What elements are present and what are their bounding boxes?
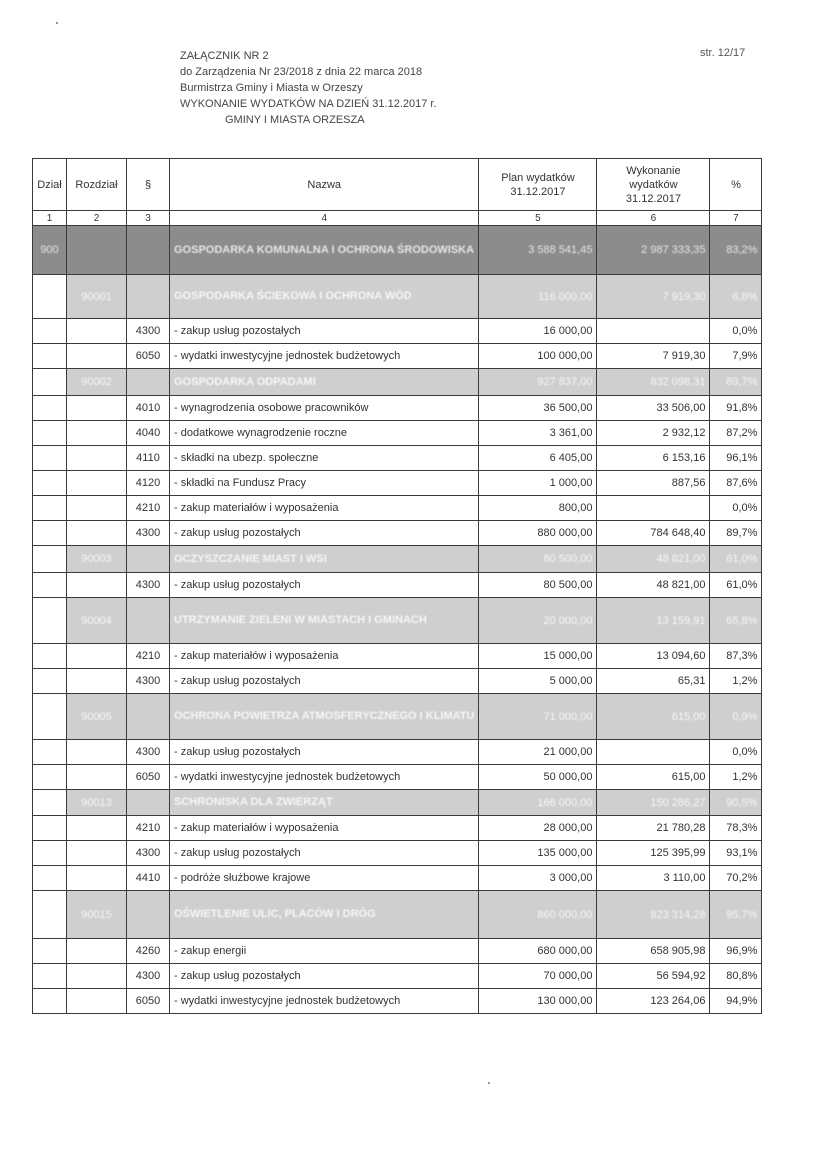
cell-nazwa: - zakup usług pozostałych — [170, 740, 479, 765]
cell-plan — [479, 891, 597, 939]
cell-procent: 7,9% — [710, 344, 762, 369]
cell-dzial — [33, 446, 67, 471]
cell-plan-text: 927 837,00 — [537, 376, 593, 388]
cell-rozdzial — [67, 369, 127, 396]
cell-plan-text: 166 000,00 — [537, 796, 593, 809]
cell-plan: 100 000,00 — [479, 344, 597, 369]
column-number-row — [33, 211, 762, 226]
cell-plan: 36 500,00 — [479, 396, 597, 421]
cell-dzial — [33, 344, 67, 369]
column-number: 5 — [479, 211, 597, 226]
cell-procent: 80,8% — [710, 964, 762, 989]
cell-plan-text: 71 000,00 — [543, 710, 593, 723]
cell-rozdzial — [67, 790, 127, 816]
cell-procent — [710, 369, 762, 396]
cell-nazwa: - składki na ubezp. społeczne — [170, 446, 479, 471]
issuer-line: Burmistrza Gminy i Miasta w Orzeszy — [180, 82, 363, 94]
cell-rozdzial-text: 90001 — [81, 290, 112, 303]
cell-rozdzial — [67, 765, 127, 790]
cell-plan-text: 116 000,00 — [538, 290, 593, 303]
cell-nazwa — [170, 598, 479, 644]
cell-procent: 0,0% — [710, 740, 762, 765]
cell-procent: 78,3% — [710, 816, 762, 841]
cell-nazwa-text: GOSPODARKA ODPADAMI — [174, 375, 316, 388]
cell-dzial — [33, 669, 67, 694]
table-row-rozdzial — [33, 891, 762, 939]
cell-procent-text: 0,9% — [732, 710, 758, 723]
cell-nazwa: - dodatkowe wynagrodzenie roczne — [170, 421, 479, 446]
cell-rozdzial — [67, 446, 127, 471]
cell-plan: 135 000,00 — [479, 841, 597, 866]
cell-nazwa: - zakup usług pozostałych — [170, 964, 479, 989]
cell-plan: 130 000,00 — [479, 989, 597, 1014]
cell-dzial — [33, 790, 67, 816]
cell-paragraf: 6050 — [127, 765, 170, 790]
cell-plan — [479, 546, 597, 573]
cell-procent — [710, 694, 762, 740]
cell-wykonanie — [597, 740, 710, 765]
cell-paragraf — [127, 891, 170, 939]
table-row — [33, 396, 762, 421]
cell-procent: 87,3% — [710, 644, 762, 669]
cell-plan: 6 405,00 — [479, 446, 597, 471]
cell-nazwa: - zakup usług pozostałych — [170, 573, 479, 598]
cell-wykonanie: 3 110,00 — [597, 866, 710, 891]
table-row — [33, 644, 762, 669]
cell-dzial — [33, 226, 67, 275]
cell-wykonanie — [597, 790, 710, 816]
attachment-title: ZAŁĄCZNIK NR 2 — [180, 50, 269, 62]
col-plan-header: Plan wydatków 31.12.2017 — [479, 159, 597, 211]
cell-dzial — [33, 740, 67, 765]
cell-rozdzial-text: 90015 — [81, 908, 112, 921]
cell-paragraf: 6050 — [127, 989, 170, 1014]
cell-dzial — [33, 396, 67, 421]
cell-paragraf — [127, 369, 170, 396]
cell-procent: 70,2% — [710, 866, 762, 891]
cell-procent: 0,0% — [710, 319, 762, 344]
cell-nazwa — [170, 275, 479, 319]
cell-rozdzial — [67, 344, 127, 369]
cell-rozdzial — [67, 964, 127, 989]
scan-speck — [56, 22, 58, 24]
table-row — [33, 939, 762, 964]
table-row — [33, 446, 762, 471]
cell-dzial — [33, 989, 67, 1014]
cell-rozdzial — [67, 939, 127, 964]
cell-rozdzial — [67, 644, 127, 669]
cell-plan: 80 500,00 — [479, 573, 597, 598]
cell-plan-text: 3 588 541,45 — [528, 244, 593, 256]
cell-wykonanie: 125 395,99 — [597, 841, 710, 866]
cell-dzial — [33, 939, 67, 964]
cell-nazwa: - wydatki inwestycyjne jednostek budżetowych — [170, 765, 479, 790]
ordinance-reference: do Zarządzenia Nr 23/2018 z dnia 22 marca 2018 — [180, 66, 423, 78]
cell-nazwa: - zakup usług pozostałych — [170, 319, 479, 344]
cell-nazwa: - zakup usług pozostałych — [170, 521, 479, 546]
cell-paragraf: 4210 — [127, 644, 170, 669]
cell-dzial — [33, 496, 67, 521]
cell-paragraf: 6050 — [127, 344, 170, 369]
cell-wykonanie-text: 2 987 333,35 — [641, 244, 706, 256]
col-paragraf-header: § — [127, 159, 170, 211]
cell-dzial — [33, 573, 67, 598]
page-number: str. 12/17 — [700, 47, 746, 59]
cell-paragraf: 4410 — [127, 866, 170, 891]
cell-paragraf: 4300 — [127, 964, 170, 989]
table-header-row — [33, 159, 762, 211]
cell-plan — [479, 275, 597, 319]
cell-procent: 0,0% — [710, 496, 762, 521]
cell-plan: 3 000,00 — [479, 866, 597, 891]
cell-procent-text: 83,2% — [726, 244, 758, 256]
cell-dzial — [33, 866, 67, 891]
cell-procent: 91,8% — [710, 396, 762, 421]
cell-wykonanie-text: 13 159,91 — [656, 614, 706, 627]
cell-wykonanie: 13 094,60 — [597, 644, 710, 669]
cell-nazwa: - zakup materiałów i wyposażenia — [170, 816, 479, 841]
cell-procent: 87,6% — [710, 471, 762, 496]
cell-dzial — [33, 546, 67, 573]
cell-paragraf — [127, 790, 170, 816]
cell-plan — [479, 790, 597, 816]
cell-nazwa — [170, 891, 479, 939]
table-row — [33, 496, 762, 521]
cell-paragraf: 4120 — [127, 471, 170, 496]
table-row — [33, 989, 762, 1014]
municipality-name: GMINY I MIASTA ORZESZA — [225, 114, 365, 126]
cell-nazwa: - podróże służbowe krajowe — [170, 866, 479, 891]
col-nazwa-header: Nazwa — [170, 159, 479, 211]
cell-paragraf: 4300 — [127, 573, 170, 598]
cell-procent: 93,1% — [710, 841, 762, 866]
cell-paragraf: 4260 — [127, 939, 170, 964]
cell-rozdzial — [67, 471, 127, 496]
cell-dzial — [33, 275, 67, 319]
cell-nazwa — [170, 369, 479, 396]
table-row-rozdzial — [33, 694, 762, 740]
table-row — [33, 521, 762, 546]
cell-rozdzial — [67, 841, 127, 866]
cell-wykonanie: 6 153,16 — [597, 446, 710, 471]
cell-procent-text: 6,8% — [732, 290, 758, 303]
cell-procent — [710, 891, 762, 939]
cell-wykonanie: 7 919,30 — [597, 344, 710, 369]
cell-wykonanie — [597, 891, 710, 939]
cell-procent-text: 89,7% — [726, 376, 758, 388]
cell-plan — [479, 226, 597, 275]
cell-rozdzial — [67, 866, 127, 891]
cell-dzial — [33, 694, 67, 740]
cell-rozdzial — [67, 421, 127, 446]
cell-paragraf — [127, 694, 170, 740]
cell-plan: 5 000,00 — [479, 669, 597, 694]
cell-wykonanie: 123 264,06 — [597, 989, 710, 1014]
cell-rozdzial — [67, 891, 127, 939]
cell-paragraf: 4210 — [127, 816, 170, 841]
cell-procent: 61,0% — [710, 573, 762, 598]
cell-wykonanie — [597, 226, 710, 275]
cell-paragraf: 4300 — [127, 841, 170, 866]
cell-plan: 1 000,00 — [479, 471, 597, 496]
cell-wykonanie-text: 832 098,31 — [650, 376, 706, 388]
cell-nazwa — [170, 226, 479, 275]
column-number: 3 — [127, 211, 170, 226]
table-row — [33, 816, 762, 841]
cell-nazwa-text: OŚWIETLENIE ULIC, PLACÓW I DRÓG — [174, 908, 376, 920]
cell-nazwa-text: UTRZYMANIE ZIELENI W MIASTACH I GMINACH — [174, 614, 427, 626]
cell-plan — [479, 369, 597, 396]
cell-paragraf: 4300 — [127, 740, 170, 765]
cell-nazwa: - wynagrodzenia osobowe pracowników — [170, 396, 479, 421]
cell-nazwa: - wydatki inwestycyjne jednostek budżetowych — [170, 989, 479, 1014]
col-dzial-header: Dział — [33, 159, 67, 211]
cell-dzial — [33, 598, 67, 644]
table-row-rozdzial — [33, 790, 762, 816]
cell-dzial — [33, 891, 67, 939]
cell-rozdzial — [67, 275, 127, 319]
cell-wykonanie-text: 7 919,30 — [662, 290, 706, 303]
cell-rozdzial — [67, 573, 127, 598]
column-number: 2 — [67, 211, 127, 226]
cell-wykonanie-text: 150 286,27 — [650, 796, 706, 809]
cell-wykonanie: 21 780,28 — [597, 816, 710, 841]
cell-wykonanie — [597, 275, 710, 319]
cell-nazwa-text: OCHRONA POWIETRZA ATMOSFERYCZNEGO I KLIMATU — [174, 710, 475, 722]
cell-procent — [710, 790, 762, 816]
cell-rozdzial — [67, 989, 127, 1014]
cell-procent-text: 90,5% — [726, 796, 758, 809]
table-row — [33, 866, 762, 891]
cell-nazwa — [170, 790, 479, 816]
cell-plan: 880 000,00 — [479, 521, 597, 546]
table-row — [33, 841, 762, 866]
cell-plan: 28 000,00 — [479, 816, 597, 841]
cell-procent — [710, 546, 762, 573]
cell-paragraf: 4110 — [127, 446, 170, 471]
column-number: 1 — [33, 211, 67, 226]
scan-speck — [488, 1082, 490, 1084]
cell-wykonanie — [597, 496, 710, 521]
cell-nazwa-text: SCHRONISKA DLA ZWIERZĄT — [174, 796, 333, 808]
cell-nazwa: - wydatki inwestycyjne jednostek budżetowych — [170, 344, 479, 369]
cell-dzial — [33, 319, 67, 344]
table-row — [33, 421, 762, 446]
table-row-rozdzial — [33, 369, 762, 396]
cell-paragraf: 4040 — [127, 421, 170, 446]
cell-procent — [710, 598, 762, 644]
cell-plan-text: 860 000,00 — [537, 908, 593, 921]
column-number: 7 — [710, 211, 762, 226]
cell-procent — [710, 275, 762, 319]
cell-nazwa — [170, 694, 479, 740]
cell-procent: 1,2% — [710, 765, 762, 790]
cell-dzial — [33, 369, 67, 396]
cell-rozdzial — [67, 669, 127, 694]
cell-paragraf — [127, 275, 170, 319]
cell-wykonanie — [597, 694, 710, 740]
cell-procent-text: 61,0% — [726, 553, 758, 565]
cell-plan-text: 20 000,00 — [543, 614, 593, 627]
cell-wykonanie — [597, 369, 710, 396]
table-row — [33, 765, 762, 790]
cell-wykonanie: 33 506,00 — [597, 396, 710, 421]
cell-dzial-text: 900 — [40, 244, 59, 256]
cell-wykonanie: 56 594,92 — [597, 964, 710, 989]
cell-plan: 800,00 — [479, 496, 597, 521]
cell-rozdzial — [67, 546, 127, 573]
report-title: WYKONANIE WYDATKÓW NA DZIEŃ 31.12.2017 r. — [180, 98, 437, 110]
table-row — [33, 319, 762, 344]
cell-rozdzial — [67, 598, 127, 644]
document-header — [180, 48, 437, 128]
table-row — [33, 964, 762, 989]
cell-wykonanie: 65,31 — [597, 669, 710, 694]
cell-rozdzial — [67, 319, 127, 344]
cell-rozdzial-text: 90003 — [81, 553, 112, 565]
cell-procent: 87,2% — [710, 421, 762, 446]
cell-paragraf: 4300 — [127, 669, 170, 694]
cell-nazwa: - zakup usług pozostałych — [170, 841, 479, 866]
cell-nazwa: - zakup usług pozostałych — [170, 669, 479, 694]
cell-paragraf: 4300 — [127, 319, 170, 344]
cell-rozdzial-text: 90002 — [81, 376, 112, 388]
cell-paragraf — [127, 546, 170, 573]
cell-plan — [479, 598, 597, 644]
cell-procent-text: 65,8% — [726, 614, 758, 627]
cell-rozdzial — [67, 694, 127, 740]
table-row — [33, 573, 762, 598]
column-number: 6 — [597, 211, 710, 226]
cell-nazwa-text: OCZYSZCZANIE MIAST I WSI — [174, 552, 327, 565]
cell-procent: 96,9% — [710, 939, 762, 964]
cell-wykonanie-text: 615,00 — [671, 710, 706, 723]
cell-dzial — [33, 644, 67, 669]
table-row-dzial — [33, 226, 762, 275]
cell-paragraf: 4210 — [127, 496, 170, 521]
cell-wykonanie: 658 905,98 — [597, 939, 710, 964]
cell-paragraf: 4010 — [127, 396, 170, 421]
table-row — [33, 471, 762, 496]
cell-plan: 15 000,00 — [479, 644, 597, 669]
cell-nazwa — [170, 546, 479, 573]
cell-dzial — [33, 471, 67, 496]
cell-procent: 89,7% — [710, 521, 762, 546]
cell-rozdzial — [67, 396, 127, 421]
cell-rozdzial — [67, 816, 127, 841]
col-procent-header: % — [710, 159, 762, 211]
table-body — [33, 226, 762, 1014]
cell-nazwa-text: GOSPODARKA KOMUNALNA I OCHRONA ŚRODOWISKA — [174, 243, 475, 256]
col-rozdzial-header: Rozdział — [67, 159, 127, 211]
cell-rozdzial — [67, 740, 127, 765]
cell-wykonanie: 48 821,00 — [597, 573, 710, 598]
cell-wykonanie: 784 648,40 — [597, 521, 710, 546]
table-row — [33, 740, 762, 765]
cell-dzial — [33, 521, 67, 546]
table-row-rozdzial — [33, 546, 762, 573]
cell-plan — [479, 694, 597, 740]
cell-rozdzial — [67, 521, 127, 546]
cell-dzial — [33, 964, 67, 989]
cell-paragraf: 4300 — [127, 521, 170, 546]
cell-wykonanie-text: 48 821,00 — [656, 553, 706, 565]
cell-rozdzial-text: 90004 — [81, 614, 112, 627]
cell-plan-text: 80 500,00 — [543, 553, 593, 565]
cell-plan: 3 361,00 — [479, 421, 597, 446]
cell-plan: 16 000,00 — [479, 319, 597, 344]
cell-dzial — [33, 765, 67, 790]
cell-wykonanie: 887,56 — [597, 471, 710, 496]
column-number: 4 — [170, 211, 479, 226]
cell-nazwa: - zakup energii — [170, 939, 479, 964]
cell-procent: 94,9% — [710, 989, 762, 1014]
cell-paragraf — [127, 598, 170, 644]
cell-nazwa: - zakup materiałów i wyposażenia — [170, 644, 479, 669]
cell-plan: 50 000,00 — [479, 765, 597, 790]
cell-plan: 21 000,00 — [479, 740, 597, 765]
cell-rozdzial — [67, 226, 127, 275]
cell-nazwa: - składki na Fundusz Pracy — [170, 471, 479, 496]
cell-dzial — [33, 421, 67, 446]
cell-nazwa: - zakup materiałów i wyposażenia — [170, 496, 479, 521]
cell-wykonanie — [597, 546, 710, 573]
cell-wykonanie: 2 932,12 — [597, 421, 710, 446]
cell-wykonanie — [597, 598, 710, 644]
cell-plan: 70 000,00 — [479, 964, 597, 989]
cell-rozdzial-text: 90013 — [81, 796, 112, 809]
cell-procent — [710, 226, 762, 275]
cell-nazwa-text: GOSPODARKA ŚCIEKOWA I OCHRONA WÓD — [174, 290, 412, 302]
cell-procent: 1,2% — [710, 669, 762, 694]
expenditure-table — [32, 158, 762, 1014]
table-row — [33, 344, 762, 369]
col-wykonanie-header: Wykonanie wydatków 31.12.2017 — [597, 159, 710, 211]
cell-dzial — [33, 841, 67, 866]
cell-wykonanie: 615,00 — [597, 765, 710, 790]
table-row — [33, 669, 762, 694]
cell-wykonanie — [597, 319, 710, 344]
cell-wykonanie-text: 823 314,28 — [650, 908, 706, 921]
cell-paragraf — [127, 226, 170, 275]
cell-dzial — [33, 816, 67, 841]
cell-rozdzial — [67, 496, 127, 521]
table-row-rozdzial — [33, 275, 762, 319]
cell-plan: 680 000,00 — [479, 939, 597, 964]
table-row-rozdzial — [33, 598, 762, 644]
cell-procent: 96,1% — [710, 446, 762, 471]
cell-procent-text: 95,7% — [726, 908, 758, 921]
cell-rozdzial-text: 90005 — [81, 710, 112, 723]
